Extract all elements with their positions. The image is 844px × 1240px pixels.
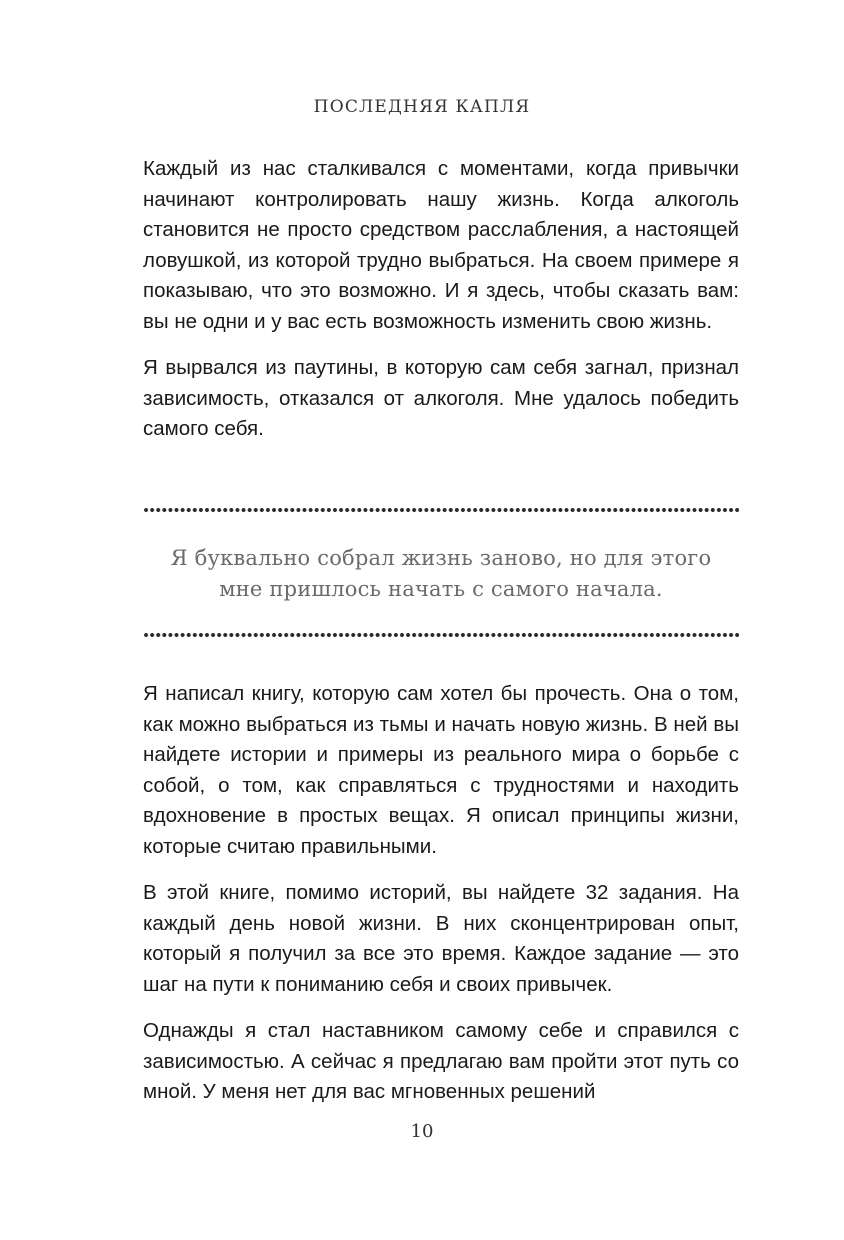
pull-quote-line: Я буквально собрал жизнь заново, но для этого — [170, 546, 712, 570]
paragraph: Каждый из нас сталкивался с моментами, когда привычки начинают контролировать нашу жизнь. Когда алкоголь становится не просто средством расслабления, а настоящей ловушкой, из которой трудно выбраться. На своем примере я показываю, что это возможно. И я здесь, чтобы сказать вам: вы не одни и у вас есть возможность изменить свою жизнь. — [143, 157, 739, 333]
paragraph: В этой книге, помимо историй, вы найдете 32 задания. На каждый день новой жизни. В них сконцентрирован опыт, который я получил за все это время. Каждое задание — это шаг на пути к пониманию себя и своих привычек. — [143, 881, 739, 996]
paragraph: Однажды я стал наставником самому себе и справился с зависимостью. А сейчас я предлагаю вам пройти этот путь со мной. У меня нет для вас мгновенных решений — [143, 1019, 739, 1103]
running-head: ПОСЛЕДНЯЯ КАПЛЯ — [313, 97, 531, 117]
text-block-top — [143, 154, 739, 461]
paragraph: Я написал книгу, которую сам хотел бы прочесть. Она о том, как можно выбраться из тьмы и начать новую жизнь. В ней вы найдете истории и примеры из реального мира о борьбе с собой, о том, как справляться с трудностями и находить вдохновение в простых вещах. Я описал принципы жизни, которые считаю правильными. — [143, 682, 739, 858]
dotted-divider-top — [143, 507, 739, 513]
dotted-divider-bottom — [143, 632, 739, 638]
page-number: 10 — [410, 1121, 434, 1142]
pull-quote — [143, 543, 739, 605]
paragraph: Я вырвался из паутины, в которую сам себя загнал, признал зависимость, отказался от алкоголя. Мне удалось победить самого себя. — [143, 356, 739, 440]
pull-quote-line: мне пришлось начать с самого начала. — [219, 577, 663, 601]
text-block-bottom — [143, 679, 739, 1124]
